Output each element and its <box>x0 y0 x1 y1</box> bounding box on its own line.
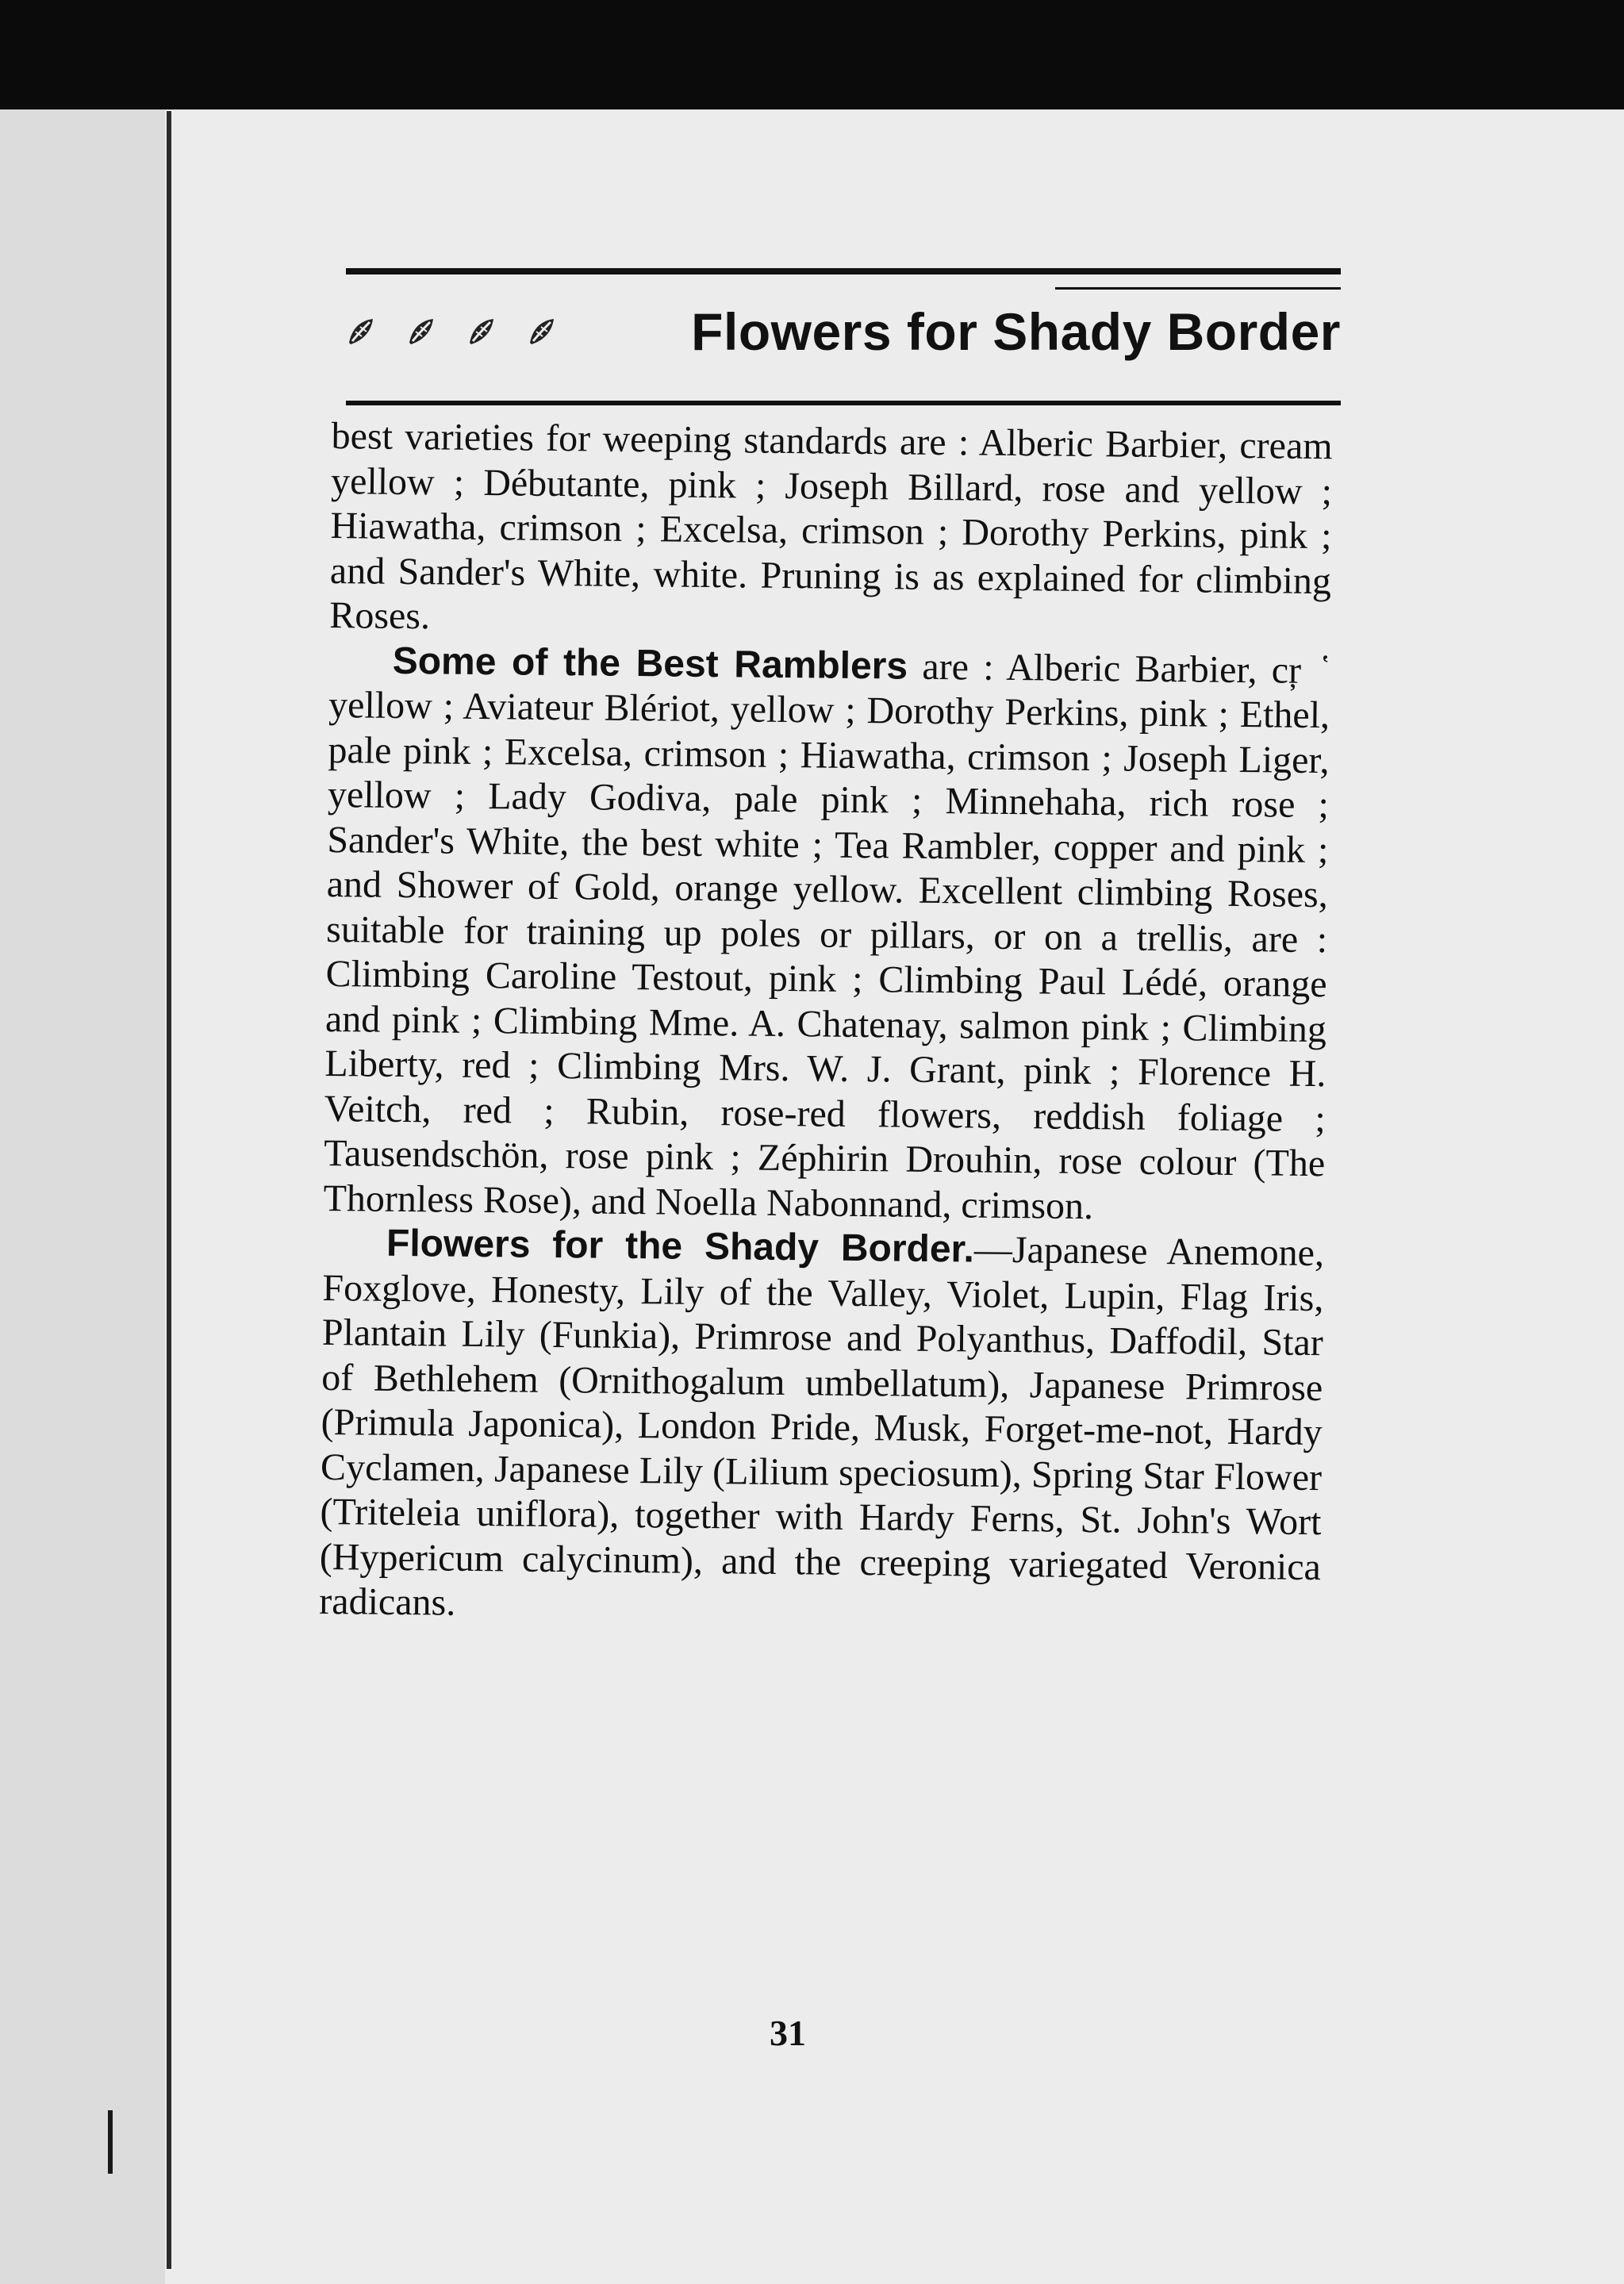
leaf-ornament-icon <box>527 316 559 347</box>
body-text <box>319 414 1333 1635</box>
paragraph-shady-border-text: —Japanese Anemone, Foxglove, Honesty, Lily of the Valley, Violet, Lupin, Flag Iris, Plantain Lily (Funkia), Primrose and Polyanthus, Daffodil, Star of Bethlehem (Ornithogalum umbellatum), Japanese Primrose (Primula Japonica), London Pride, Musk, Forget-me-not, Hardy Cyclamen, Japanese Lily (Lilium speciosum), Spring Star Flower (Triteleia uniflora), together with Hardy Ferns, St. John's Wort (Hypericum calycinum), and the creeping variegated Veronica radicans. <box>319 1228 1325 1624</box>
paragraph-shady-border <box>319 1221 1324 1635</box>
run-in-heading-shady-border: Flowers for the Shady Border. <box>386 1222 975 1271</box>
header-rule-bottom <box>346 401 1341 405</box>
leaf-ornament-icon <box>406 316 438 347</box>
ornament-row <box>346 316 559 347</box>
paragraph-ramblers <box>323 638 1330 1231</box>
run-in-heading-ramblers: Some of the Best Ramblers <box>392 639 908 688</box>
binding-mark <box>108 2110 113 2174</box>
running-header <box>346 301 1341 389</box>
paragraph-weeping-standards: best varieties for weeping standards are : Alberic Barbier, cream yellow ; Débutante, pink ; Joseph Billard, rose and yellow ; Hiawatha, crimson ; Excelsa, crimson ; Dorothy Perkins, pink ; and Sander's White, white. Pruning is as explained for climbing Roses. <box>329 414 1333 638</box>
facing-page-margin <box>0 109 165 2284</box>
header-rule-top-thin <box>1055 287 1341 290</box>
paragraph-ramblers-text: are : Alberic Barbier, cŗ ̔ yellow ; Aviateur Blériot, yellow ; Dorothy Perkins, pink ; Ethel, pale pink ; Excelsa, crimson ; Hiawatha, crimson ; Joseph Liger, yellow ; Lady Godiva, pale pink ; Minnehaha, rich rose ; Sander's White, the best white ; Tea Rambler, copper and pink ; and Shower of Gold, orange yellow. Excellent climbing Roses, suitable for training up poles or pillars, or on a trellis, are : Climbing Caroline Testout, pink ; Climbing Paul Lédé, orange and pink ; Climbing Mme. A. Chatenay, salmon pink ; Climbing Liberty, red ; Climbing Mrs. W. J. Grant, pink ; Florence H. Veitch, red ; Rubin, rose-red flowers, reddish foliage ; Tausendschön, rose pink ; Zéphirin Drouhin, rose colour (The Thornless Rose), and Noella Nabonnand, crimson. <box>323 645 1330 1227</box>
header-rule-top <box>346 268 1341 274</box>
leaf-ornament-icon <box>346 316 378 347</box>
running-title: Flowers for Shady Border <box>691 302 1341 361</box>
page-number: 31 <box>770 2013 806 2053</box>
page-edge-line <box>167 111 171 2269</box>
leaf-ornament-icon <box>466 316 498 347</box>
